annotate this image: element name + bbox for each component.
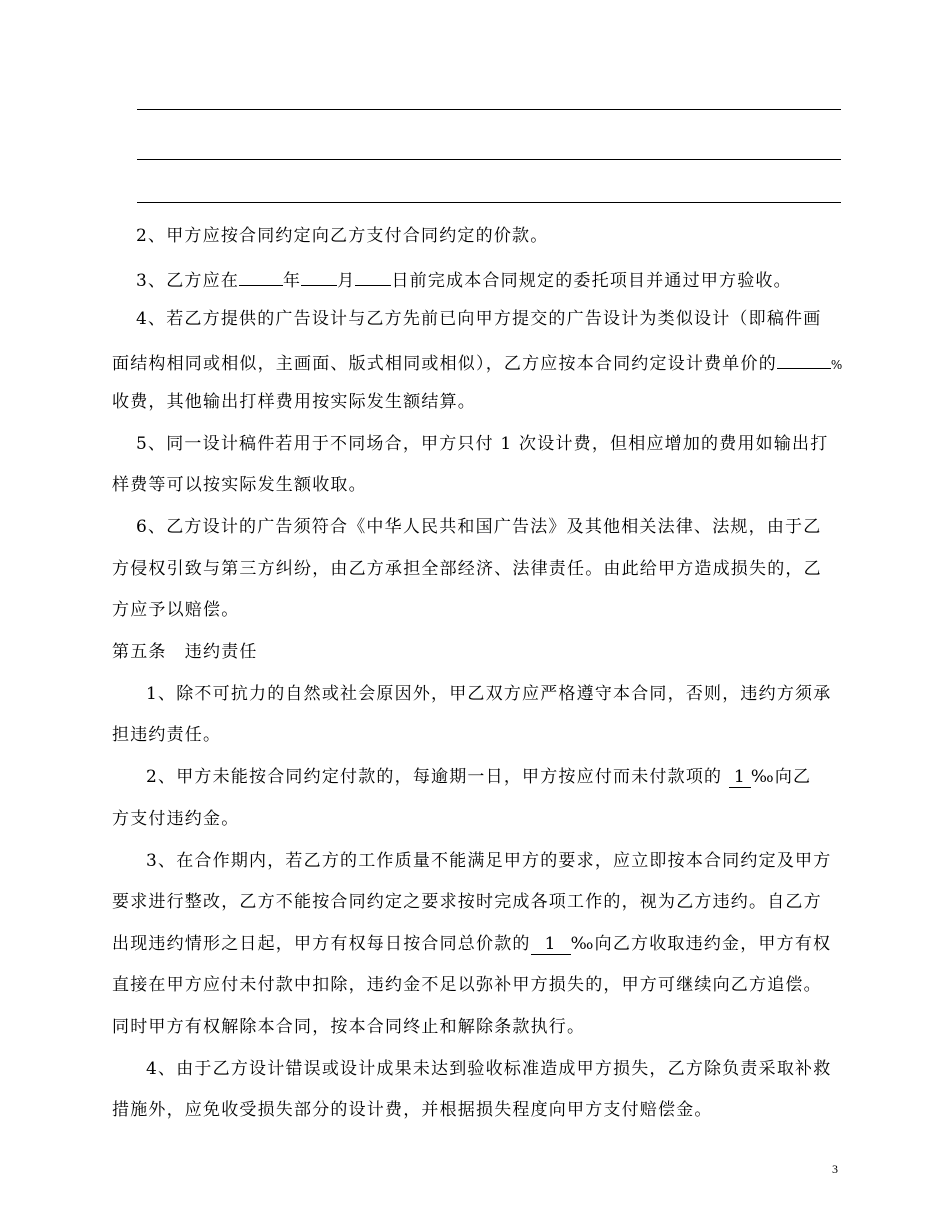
fill-in-line [137,202,841,203]
article-5-p2-line-2: 方支付违约金。 [112,809,240,829]
clause-6-line-3: 方应予以赔偿。 [112,600,240,620]
clause-5-line-1: 5、同一设计稿件若用于不同场合，甲方只付 1 次设计费，但相应增加的费用如输出打 [136,434,829,454]
article-5-p1-line-1: 1、除不可抗力的自然或社会原因外，甲乙双方应严格遵守本合同，否则，违约方须承 [146,684,832,704]
clause-4-line-3: 收费，其他输出打样费用按实际发生额结算。 [112,392,476,412]
page-number: 3 [832,1162,838,1176]
clause-6-line-1: 6、乙方设计的广告须符合《中华人民共和国广告法》及其他相关法律、法规，由于乙 [136,517,822,537]
penalty-rate-value: 1 [729,767,751,788]
penalty-rate-value: 1 [531,934,571,955]
article-5-p3-line-3: 出现违约情形之日起，甲方有权每日按合同总价款的 1 ‰向乙方收取违约金，甲方有权 [112,934,832,954]
article-5-heading: 第五条 违约责任 [112,642,258,662]
percent-blank [777,351,831,369]
fill-in-line [137,159,841,160]
article-5-p2-line-1: 2、甲方未能按合同约定付款的，每逾期一日，甲方按应付而未付款项的 1 ‰向乙 [146,767,812,787]
clause-5-line-2: 样费等可以按实际发生额收取。 [112,475,367,495]
article-5-p3-line-2: 要求进行整改，乙方不能按合同约定之要求按时完成各项工作的，视为乙方违约。自乙方 [112,892,822,912]
clause-4-line-2: 面结构相同或相似，主画面、版式相同或相似），乙方应按本合同约定设计费单价的 % [112,351,847,375]
clause-3: 3、乙方应在 年 月 日前完成本合同规定的委托项目并通过甲方验收。 [136,268,871,291]
article-5-p4-line-2: 措施外，应免收受损失部分的设计费，并根据损失程度向甲方支付赔偿金。 [112,1100,713,1120]
year-blank [239,268,283,286]
article-5-p3-line-1: 3、在合作期内，若乙方的工作质量不能满足甲方的要求，应立即按本合同约定及甲方 [146,851,832,871]
clause-6-line-2: 方侵权引致与第三方纠纷，由乙方承担全部经济、法律责任。由此给甲方造成损失的，乙 [112,559,822,579]
article-5-p4-line-1: 4、由于乙方设计错误或设计成果未达到验收标准造成甲方损失，乙方除负责采取补救 [146,1059,832,1079]
day-blank [355,268,391,286]
article-5-p1-line-2: 担违约责任。 [112,725,222,745]
article-5-p3-line-5: 同时甲方有权解除本合同，按本合同终止和解除条款执行。 [112,1017,586,1037]
fill-in-line [137,109,841,110]
month-blank [301,268,337,286]
clause-2: 2、甲方应按合同约定向乙方支付合同约定的价款。 [136,226,549,246]
article-5-p3-line-4: 直接在甲方应付未付款中扣除，违约金不足以弥补甲方损失的，甲方可继续向乙方追偿。 [112,975,822,995]
clause-4-line-1: 4、若乙方提供的广告设计与乙方先前已向甲方提交的广告设计为类似设计（即稿件画 [136,309,822,329]
